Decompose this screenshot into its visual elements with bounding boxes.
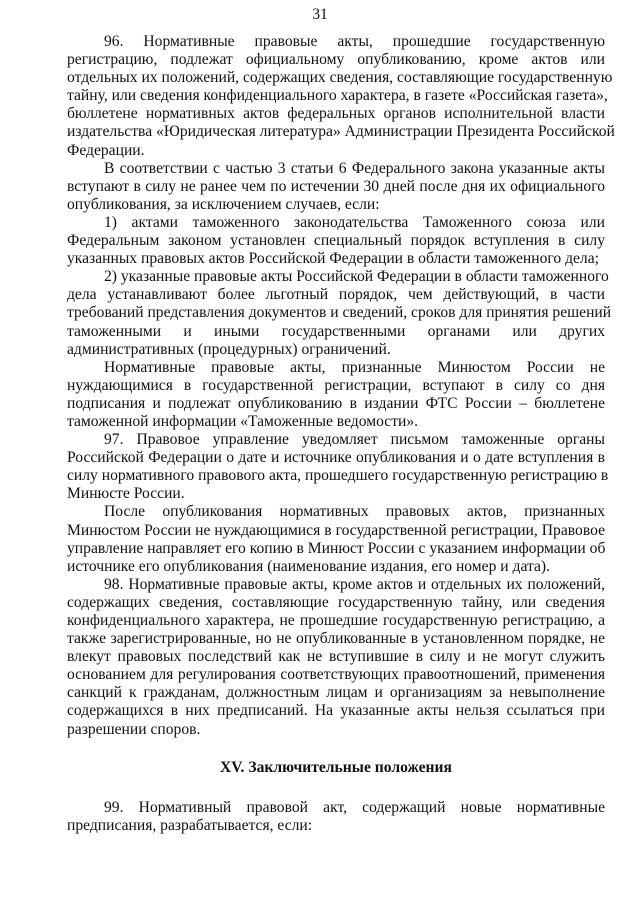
paragraphs-before-heading [67,33,615,739]
text-line: После опубликования нормативных правовых актов, признанных [104,503,605,521]
document-body [67,33,615,835]
text-line: предписания, разрабатывается, если: [67,816,313,834]
text-line: Российской Федерации о дате и источнике опубликования и о дате вступления в [67,449,605,467]
text-line: 99. Нормативный правовой акт, содержащий новые нормативные [104,798,605,816]
text-line: Федерации. [67,141,145,159]
text-line: таможенной информации «Таможенные ведомости». [67,412,419,430]
paragraph [67,359,605,431]
text-line: 96. Нормативные правовые акты, прошедшие государственную [104,33,605,50]
paragraph [67,33,615,160]
text-line: таможенными и иными государственными органами или других [67,322,605,340]
text-line: отдельных их положений, содержащих сведения, составляющие государственную [67,69,613,87]
text-line: подписания и подлежат опубликованию в издании ФТС России – бюллетене [67,394,605,412]
text-line: также зарегистрированные, но не опубликованные в установленном порядке, не [67,630,605,648]
text-line: В соответствии с частью 3 статьи 6 Федерального закона указанные акты [104,159,605,177]
text-line: содержащихся в них предписаний. На указанные акты нельзя ссылаться при [67,702,605,720]
text-line: бюллетене нормативных актов федеральных органов исполнительной власти [67,105,605,123]
text-line: 2) указанные правовые акты Российской Федерации в области таможенного [104,268,609,286]
text-line: Минюсте России. [67,485,185,503]
section-heading: XV. Заключительные положения [220,758,452,776]
text-line: содержащих сведения, составляющие государственную тайну, или сведения [67,593,605,611]
text-line: 97. Правовое управление уведомляет письмом таможенные органы [104,431,605,449]
text-line: санкций к гражданам, должностным лицам и организациям за невыполнение [67,684,605,702]
paragraph [67,268,612,358]
text-line: Минюстом России не нуждающимися в государственной регистрации, Правовое [67,521,605,539]
text-line: нуждающимися в государственной регистрации, вступают в силу со дня [67,376,605,394]
text-line: силу нормативного правового акта, прошедшего государственную регистрацию в [67,467,609,485]
paragraph [67,431,609,503]
paragraph [67,799,605,835]
text-line: 98. Нормативные правовые акты, кроме актов и отдельных их положений, [104,575,605,593]
text-line: 1) актами таможенного законодательства Таможенного союза или [104,213,605,231]
text-line: опубликования, за исключением случаев, если: [67,195,380,213]
text-line: конфиденциального характера, не прошедшие государственную регистрацию, а [67,612,605,629]
text-line: указанных правовых актов Российской Федерации в области таможенного дела; [67,250,599,268]
text-line: вступают в силу не ранее чем по истечении 30 дней после дня их официального [67,177,605,195]
text-line: источнике его опубликования (наименование издания, его номер и дата). [67,557,550,575]
text-line: дела устанавливают более льготный порядок, чем действующий, в части [67,286,605,304]
text-line: основанием для регулирования соответствующих правоотношений, применения [67,666,605,684]
text-line: тайну, или сведения конфиденциального характера, в газете «Российская газета», [67,87,608,105]
text-line: Нормативные правовые акты, признанные Минюстом России не [104,358,605,376]
paragraph [67,503,605,575]
text-line: Федеральным законом установлен специальный порядок вступления в силу [67,232,605,250]
paragraph [67,576,605,739]
text-line: влекут правовых последствий как не вступившие в силу и не могут служить [67,648,605,666]
page-number: 31 [312,6,328,23]
text-line: административных (процедурных) ограничений. [67,340,391,358]
text-line: регистрацию, подлежат официальному опубликованию, кроме актов или [67,51,605,69]
text-line: разрешении споров. [67,720,201,738]
paragraphs-after-heading [67,799,605,835]
paragraph [67,160,605,214]
paragraph [67,214,605,268]
text-line: управление направляет его копию в Минюст России с указанием информации об [67,539,606,557]
text-line: издательства «Юридическая литература» Администрации Президента Российской [67,123,615,141]
text-line: требований представления документов и сведений, сроков для принятия решений [67,304,612,322]
